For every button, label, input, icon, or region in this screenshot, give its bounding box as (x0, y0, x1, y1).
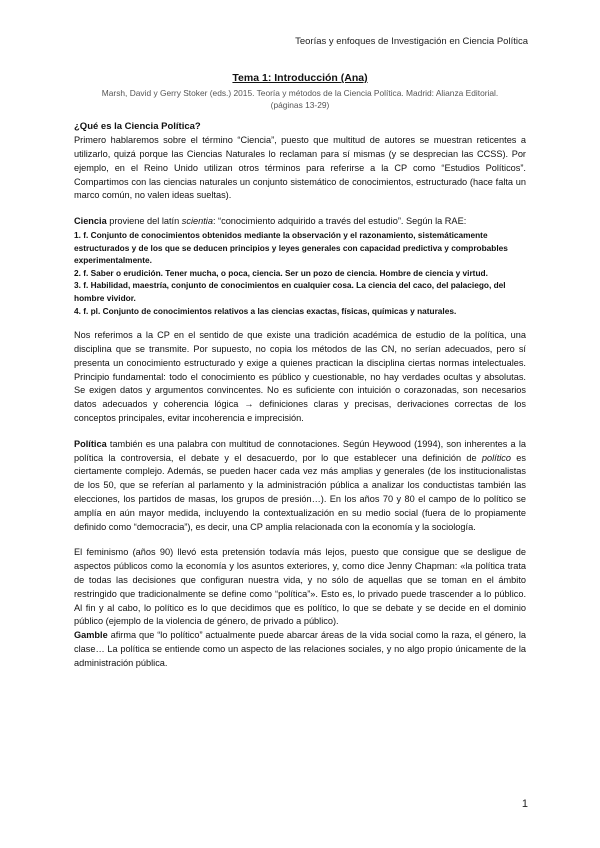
reference-line: Marsh, David y Gerry Stoker (eds.) 2015. Teoría y métodos de la Ciencia Política. Madrid: Alianza Editorial. (101, 88, 499, 98)
politica-italic: político (481, 452, 512, 463)
paragraph-politica (74, 438, 526, 535)
paragraph-feminismo: El feminismo (años 90) llevó esta pretensión todavía más lejos, puesto que consigue que se desligue de aspectos públicos como la economía y los asuntos exteriores, y, como dice Jenny Chapman: «la política trata de todas las decisiones que configuran nuestra vida, y no sólo de aquellas que se toman en el ámbito restringido que tradicionalmente se define como “política”». Esto es, lo privado puede trascender a lo público. Al fin y al cabo, lo político es lo que decidimos que es político, lo que se debate y se decide en el dominio público (ejemplo de la violencia de género, de privado a público). (74, 547, 526, 627)
paragraph-ciencia-definition (74, 215, 526, 229)
gamble-text: afirma que “lo político” actualmente puede abarcar áreas de la vida social como la raza, el género, la clase… La política se entiende como un aspecto de las relaciones sociales, y no algo propio únicamente de la administración pública. (74, 630, 526, 668)
term-politica: Política (74, 438, 107, 449)
rae-definition: 4. f. pl. Conjunto de conocimientos relativos a las ciencias exactas, físicas, químicas y naturales. (74, 305, 457, 316)
document-title: Tema 1: Introducción (Ana) (232, 72, 368, 84)
bibliographic-reference (74, 88, 526, 111)
ciencia-text-after: : “conocimiento adquirido a través del estudio”. Según la RAE: (212, 216, 467, 227)
page-content (74, 72, 526, 671)
politica-text-b: es ciertamente complejo. Además, se pueden hacer cada vez más amplias y generales (de los institucionalistas de los 50, que se referían al parlamento y la administración pública a analizar los conductistas también las elecciones, los partidos de masas, los grupos de presión…). En los años 70 y 80 el campo de lo político se amplía en aún mayor medida, incluyendo la contextualización en su medio social (fuera de lo propiamente definido como “democracia”), es decir, una CP amplia relacionada con la economía y la sociología. (74, 452, 526, 532)
running-header: Teorías y enfoques de Investigación en Ciencia Política (295, 36, 528, 47)
politica-text-a: también es una palabra con multitud de connotaciones. Según Heywood (1994), son inherentes a la política la controversia, el debate y el desacuerdo, por lo que establecer una definición de (74, 438, 526, 463)
reference-pages: (páginas 13-29) (270, 99, 330, 110)
paragraph-ciencia-intro: Primero hablaremos sobre el término “Ciencia”, puesto que multitud de autores se muestran reticentes a utilizarlo, quizá porque las Ciencias Naturales lo reclaman para sí mismas (y se desprecian las CCSS). Por ejemplo, en el Reino Unido utilizan otros términos para referirse a la CP como “Estudios Políticos”. Compartimos con las ciencias naturales un conjunto sistemático de conocimientos, estructurado (hace falta un marco común, no valen ideas sueltas). (74, 135, 526, 201)
section-heading: ¿Qué es la Ciencia Política? (74, 121, 201, 133)
ciencia-text-before: proviene del latín (106, 216, 182, 227)
term-ciencia: Ciencia (74, 216, 107, 227)
latin-term: scientia (181, 216, 213, 227)
paragraph-cp-tradition: Nos referimos a la CP en el sentido de que existe una tradición académica de estudio de la política, una disciplina que se transmite. Por supuesto, no copia los métodos de las CN, no serían adecuados, pero sí presenta un conocimiento estructurado y exige a quienes practican la disciplina ciertas normas intelectuales. Principio fundamental: todo el conocimiento es público y cuestionable, no hay verdades ocultas y absolutas. Se exigen datos y argumentos convincentes. No es suficiente con intuición o corazonadas, son necesarios datos adecuados y coherencia lógica → definiciones claras y precisas, derivaciones correctas de los conceptos principales, evitar incoherencia e imprecisión. (74, 330, 526, 424)
rae-definition-list (74, 229, 526, 317)
paragraph-gamble (74, 629, 526, 670)
rae-definition: 1. f. Conjunto de conocimientos obtenidos mediante la observación y el razonamiento, sistemáticamente estructurados y de los que se deducen principios y leyes generales con capacidad predictiva y comprobables experimentalmente. (74, 229, 508, 266)
rae-definition: 3. f. Habilidad, maestría, conjunto de conocimientos en cualquier cosa. La ciencia del caco, del palaciego, del hombre vividor. (74, 280, 506, 304)
rae-definition: 2. f. Saber o erudición. Tener mucha, o poca, ciencia. Ser un pozo de ciencia. Hombre de ciencia y virtud. (74, 267, 488, 278)
page-number: 1 (521, 798, 528, 810)
term-gamble: Gamble (74, 630, 108, 641)
